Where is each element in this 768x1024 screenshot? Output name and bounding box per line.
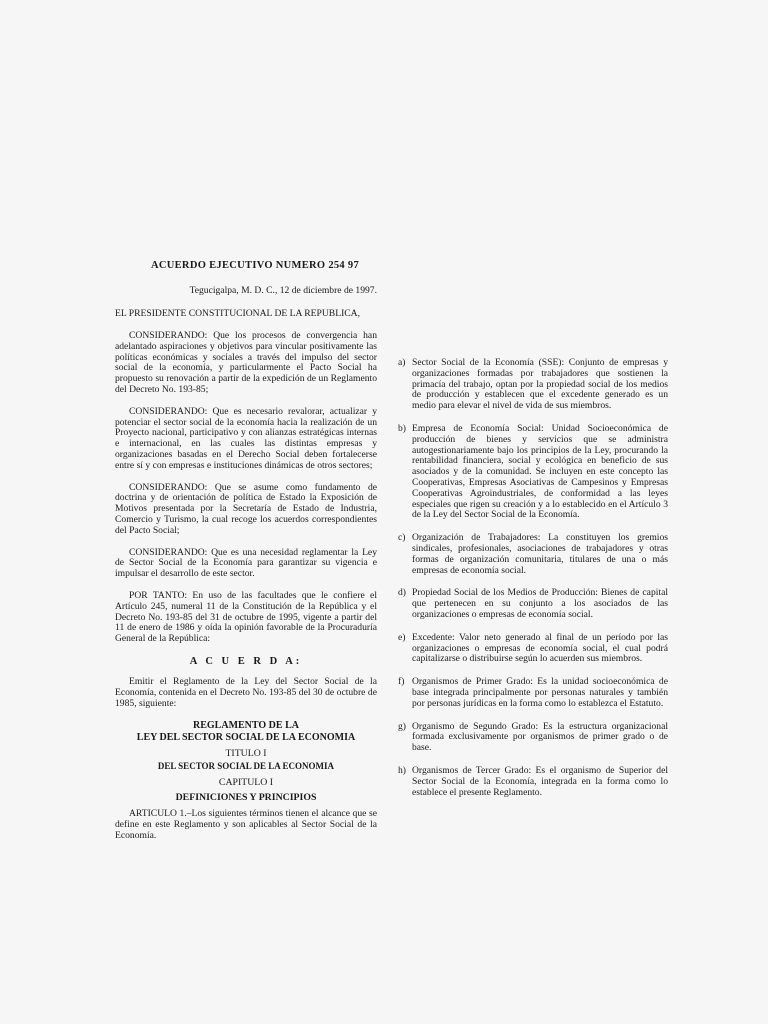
decree-title: ACUERDO EJECUTIVO NUMERO 254 97 xyxy=(150,260,359,271)
item-text: Organismos de Tercer Grado: Es el organismo de Superior del Sector Social de la Economía, integrada en la forma como lo establece el presente Reglamento. xyxy=(412,764,668,798)
item-letter: b) xyxy=(398,422,406,434)
item-text: Empresa de Economía Social: Unidad Socioeconómica de producción de bienes y servicios que se administra autogestionariamente bajo los principios de la Ley, procurando la rentabilidad financiera, social y ecológica en beneficio de sus asociados y de la comunidad. Se incluyen en este concepto las Cooperativas, Empresas Asociativas de Campesinos y Empresas Cooperativas Agroindustriales, de conformidad a las leyes especiales que rigen su creación y a lo establecido en el Artículo 3 de la Ley del Sector Social de la Economía. xyxy=(412,422,668,521)
item-letter: g) xyxy=(398,720,406,732)
definition-item xyxy=(398,424,668,521)
item-text: Sector Social de la Economía (SSE): Conjunto de empresas y organizaciones formadas por trabajadores que sostienen la primacía del trabajo, optan por la propiedad social de los medios de producción y establecen que el excedente generado es un medio para elevar el nivel de vida de sus miembros. xyxy=(412,357,668,412)
item-text: Excedente: Valor neto generado al final de un período por las organizaciones o empresas de economía social, el cual podrá capitalizarse o distribuirse según lo acuerden sus miembros. xyxy=(412,631,668,665)
left-column xyxy=(115,260,377,853)
considerando-2: CONSIDERANDO: Que es necesario revalorar, actualizar y potenciar el sector social de la economía hacia la realización de un Proyecto nacional, participativo y con alianzas estratégicas internas e internacional, en las cuales las distintas empresas y organizaciones basadas en el Derecho Social deben fortalecerse entre sí y con empresas e instituciones dinámicas de otros sectores; xyxy=(115,405,377,471)
definition-item xyxy=(398,766,668,798)
capitulo-heading: CAPITULO I xyxy=(218,777,274,789)
definition-item xyxy=(398,533,668,576)
item-text: Organización de Trabajadores: La constituyen los gremios sindicales, profesionales, asociaciones de trabajadores y otras formas de organización comunitaria, titulares de una o más empresas de economía social. xyxy=(412,532,668,576)
item-text: Organismo de Segundo Grado: Es la estructura organizacional formada exclusivamente por organismos de primer grado o de base. xyxy=(412,720,668,754)
titulo-heading: TITULO I xyxy=(225,748,267,760)
titulo-subheading: DEL SECTOR SOCIAL DE LA ECONOMIA xyxy=(157,761,335,772)
item-letter: a) xyxy=(398,357,406,368)
por-tanto: POR TANTO: En uso de las facultades que le confiere el Artículo 245, numeral 11 de la Constitución de la República y el Decreto No. 193-85 del 31 de octubre de 1995, vigente a partir del 11 de enero de 1986 y oída la opinión favorable de la Procuraduría General de la República: xyxy=(115,589,377,645)
right-column xyxy=(398,358,668,810)
definition-item xyxy=(398,633,668,665)
considerando-3: CONSIDERANDO: Que se asume como fundamento de doctrina y de orientación de política de Estado la Exposición de Motivos presentada por la Secretaría de Estado de Industria, Comercio y Turismo, la cual recoge los acuerdos correspondientes del Pacto Social; xyxy=(115,481,377,536)
item-letter: h) xyxy=(398,764,406,776)
reglamento-title-2: LEY DEL SECTOR SOCIAL DE LA ECONOMIA xyxy=(136,732,356,744)
definiciones-heading: DEFINICIONES Y PRINCIPIOS xyxy=(175,792,317,804)
item-letter: e) xyxy=(398,631,406,643)
acuerda-heading: A C U E R D A: xyxy=(189,655,303,667)
item-text: Propiedad Social de los Medios de Producción: Bienes de capital que pertenecen en su conjunto a los asociados de las organizaciones o empresas de economía social. xyxy=(412,587,668,620)
item-letter: d) xyxy=(398,587,406,599)
emitir-paragraph: Emitir el Reglamento de la Ley del Sector Social de la Economía, contenida en el Decreto No. 193-85 del 30 de octubre de 1985, siguiente: xyxy=(115,675,377,709)
item-text: Organismos de Primer Grado: Es la unidad socioeconómica de base integrada principalmente por personas naturales y también por personas jurídicas en la forma como lo establezca el Estatuto. xyxy=(412,676,668,709)
item-letter: c) xyxy=(398,532,406,544)
item-letter: f) xyxy=(398,676,405,688)
considerando-4: CONSIDERANDO: Que es una necesidad reglamentar la Ley de Sector Social de la Economía para garantizar su vigencia e impulsar el desarrollo de este sector. xyxy=(115,546,377,580)
articulo-1: ARTICULO 1.–Los siguientes términos tienen el alcance que se define en este Reglamento y son aplicables al Sector Social de la Economía. xyxy=(115,808,377,841)
reglamento-title-1: REGLAMENTO DE LA xyxy=(193,720,299,732)
definition-item xyxy=(398,722,668,754)
definition-item xyxy=(398,588,668,620)
definition-item xyxy=(398,677,668,709)
definition-item xyxy=(398,358,668,412)
place-date: Tegucigalpa, M. D. C., 12 de diciembre de 1997. xyxy=(189,285,377,296)
president-heading: EL PRESIDENTE CONSTITUCIONAL DE LA REPUBLICA, xyxy=(115,308,360,319)
considerando-1: CONSIDERANDO: Que los procesos de convergencia han adelantado aspiraciones y objetivos para vincular positivamente las políticas económicas y sociales a través del impulso del sector social de la economía, y particularmente el Pacto Social ha propuesto su renovación a partir de la expedición de un Reglamento del Decreto No. 193-85; xyxy=(115,330,377,395)
